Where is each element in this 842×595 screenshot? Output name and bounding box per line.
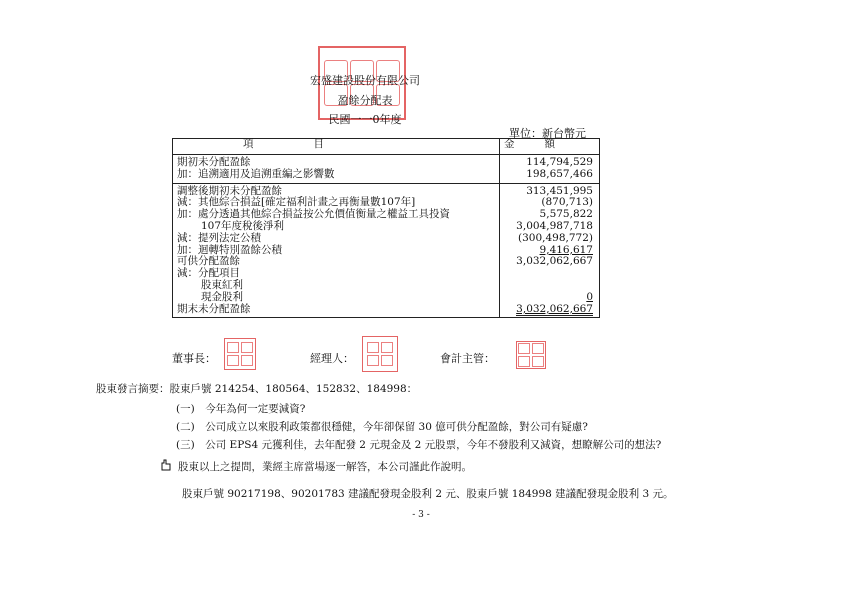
- label-distributable: 可供分配盈餘: [177, 255, 240, 268]
- company-name: 宏盛建設股份有限公司: [310, 74, 420, 87]
- row-labels-group2: [173, 183, 500, 318]
- manager-seal: [362, 336, 398, 372]
- label-remeasurement: 減：其他綜合損益[確定福利計畫之再衡量數107年]: [177, 196, 416, 209]
- amount-net-income: 3,004,987,718: [516, 219, 593, 232]
- amount-remeasurement: (870,713): [541, 196, 593, 209]
- currency-unit: 單位：新台幣元: [509, 127, 586, 140]
- label-net-income: 107年度稅後淨利: [201, 219, 285, 232]
- label-distribution-items: 減：分配項目: [177, 267, 240, 280]
- amount-equity-disposal: 5,575,822: [539, 208, 593, 221]
- question-3: (三) 公司 EPS4 元獲利佳，去年配發 2 元現金及 2 元股票，今年不發股利又減資，想瞭解公司的想法?: [176, 439, 662, 451]
- hand-pointer-icon: [160, 459, 172, 474]
- table-row: [173, 155, 600, 184]
- amount-shareholder-bonus: [504, 280, 593, 292]
- amount-special-reserve-reversal: 9,416,617: [539, 243, 593, 256]
- row-amounts-group2: [500, 183, 600, 318]
- label-equity-disposal: 加：處分透過其他綜合損益按公允價值衡量之權益工具投資: [177, 208, 450, 221]
- document-title: 盈餘分配表: [337, 94, 393, 107]
- label-special-reserve-reversal: 加：迴轉特別盈餘公積: [177, 243, 282, 256]
- earnings-distribution-table: [172, 138, 600, 318]
- page-number: - 3 -: [412, 510, 430, 520]
- label-retrospective-effect: 加：追溯適用及追溯重編之影響數: [177, 167, 335, 180]
- manager-label: 經理人：: [310, 352, 354, 365]
- shareholder-remarks-summary: 股東發言摘要：股東戶號 214254、180564、152832、184998：: [96, 383, 418, 395]
- accountant-label: 會計主管：: [440, 352, 495, 365]
- column-header-item: 項目: [173, 139, 500, 155]
- amount-distributable: 3,032,062,667: [516, 255, 593, 268]
- chairman-reply: 股東以上之提問，業經主席當場逐一解答，本公司謹此作說明。: [178, 461, 472, 473]
- amount-cash-dividend: 0: [586, 290, 593, 303]
- dividend-suggestion: 股東戶號 90217198、90201783 建議配發現金股利 2 元、股東戶號 184998 建議配發現金股利 3 元。: [182, 488, 674, 500]
- label-opening-retained: 期初未分配盈餘: [177, 156, 251, 168]
- row-labels-group1: [173, 155, 500, 184]
- label-closing-retained: 期末未分配盈餘: [177, 302, 251, 315]
- amount-adjusted-opening: 313,451,995: [526, 184, 593, 197]
- chairman-seal: [224, 338, 256, 370]
- amount-closing-retained: 3,032,062,667: [516, 303, 593, 318]
- accountant-seal: [516, 341, 546, 369]
- column-header-amount: 金額: [500, 139, 600, 155]
- table-header-row: [173, 139, 600, 155]
- amount-legal-reserve: (300,498,772): [518, 231, 593, 244]
- row-amounts-group1: [500, 155, 600, 184]
- label-legal-reserve: 減：提列法定公積: [177, 231, 261, 244]
- fiscal-period: 民國一一0年度: [328, 113, 402, 126]
- question-2: (二) 公司成立以來股利政策都很穩健，今年卻保留 30 億可供分配盈餘，對公司有疑慮?: [176, 421, 588, 433]
- question-1: (一) 今年為何一定要減資?: [176, 403, 306, 415]
- table-row: [173, 183, 600, 318]
- amount-opening-retained: 114,794,529: [526, 156, 593, 168]
- label-cash-dividend: 現金股利: [201, 290, 243, 303]
- amount-retrospective-effect: 198,657,466: [526, 167, 593, 180]
- label-shareholder-bonus: 股東紅利: [201, 278, 243, 291]
- label-adjusted-opening: 調整後期初未分配盈餘: [177, 184, 282, 197]
- chairman-label: 董事長：: [172, 352, 216, 365]
- amount-distribution-items: [504, 268, 593, 280]
